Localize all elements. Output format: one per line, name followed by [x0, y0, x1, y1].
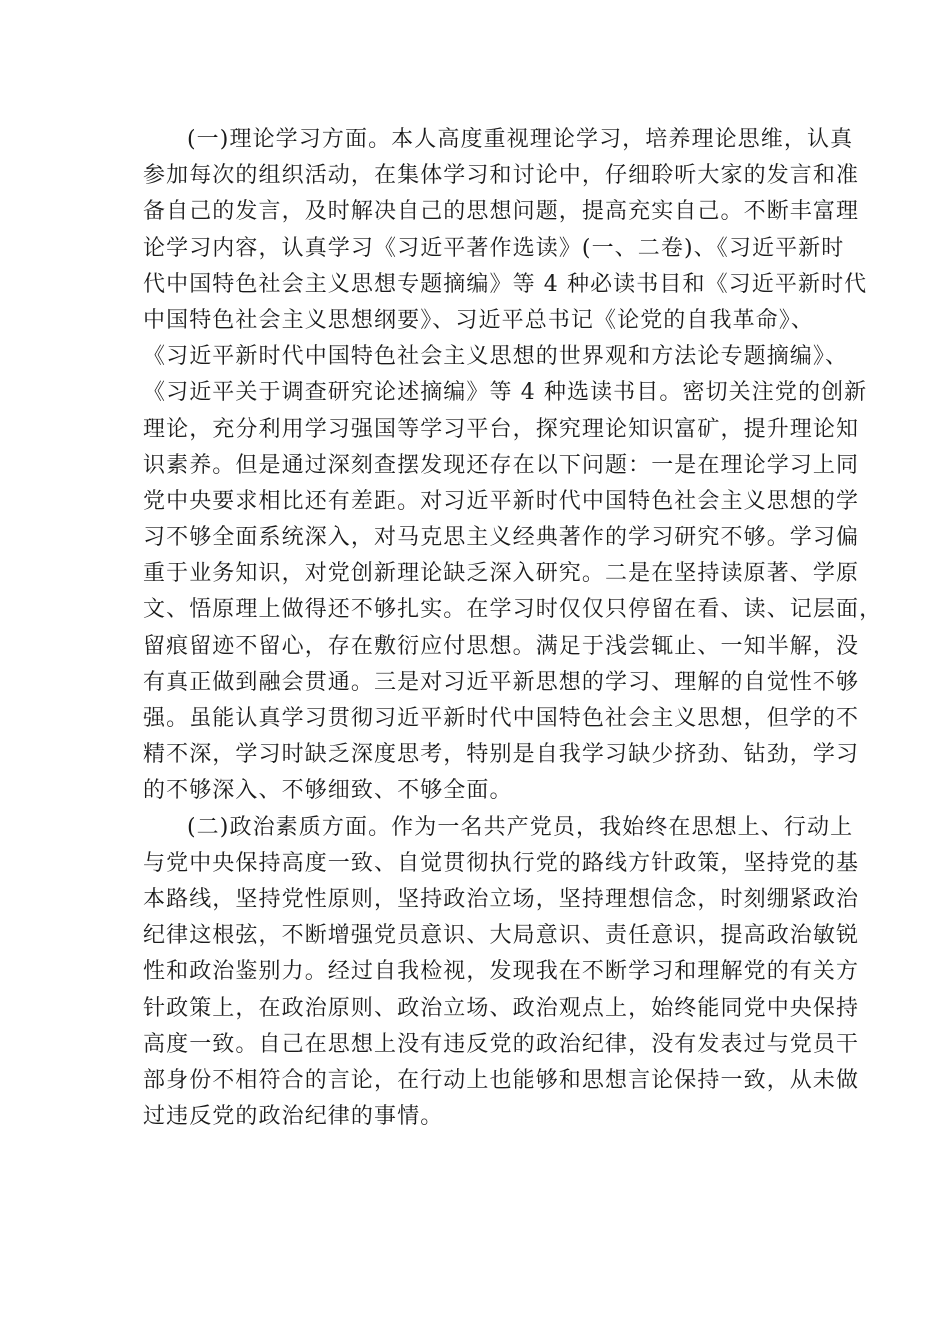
text-line: 过违反党的政治纪律的事情。 — [143, 1104, 444, 1130]
text-line: 性和政治鉴别力。经过自我检视，发现我在不断学习和理解党的有关方 — [143, 959, 860, 985]
text-line: 习不够全面系统深入，对马克思主义经典著作的学习研究不够。学习偏 — [143, 525, 860, 551]
document-body — [143, 122, 883, 1135]
text-line: 《习近平关于调查研究论述摘编》等 4 种选读书目。密切关注党的创新 — [143, 380, 868, 406]
text-line: 中国特色社会主义思想纲要》、习近平总书记《论党的自我革命》、 — [143, 307, 815, 333]
text-line: (一)理论学习方面。本人高度重视理论学习，培养理论思维，认真 — [187, 127, 854, 152]
text-line: 针政策上，在政治原则、政治立场、政治观点上，始终能同党中央保持 — [143, 995, 860, 1021]
text-line: 《习近平新时代中国特色社会主义思想的世界观和方法论专题摘编》、 — [143, 344, 849, 370]
paragraph-theory-study — [143, 122, 883, 810]
text-line: 参加每次的组织活动，在集体学习和讨论中，仔细聆听大家的发言和准 — [143, 163, 860, 189]
text-line: 的不够深入、不够细致、不够全面。 — [143, 778, 513, 804]
text-line: 留痕留迹不留心，存在敷衍应付思想。满足于浅尝辄止、一知半解，没 — [143, 633, 860, 659]
text-line: 党中央要求相比还有差距。对习近平新时代中国特色社会主义思想的学 — [143, 488, 860, 514]
text-line: 文、悟原理上做得还不够扎实。在学习时仅仅只停留在看、读、记层面， — [143, 597, 883, 623]
text-line: (二)政治素质方面。作为一名共产党员，我始终在思想上、行动上 — [187, 814, 854, 840]
text-line: 重于业务知识，对党创新理论缺乏深入研究。二是在坚持读原著、学原 — [143, 561, 860, 587]
text-line: 备自己的发言，及时解决自己的思想问题，提高充实自己。不断丰富理 — [143, 199, 860, 225]
text-line: 高度一致。自己在思想上没有违反党的政治纪律，没有发表过与党员干 — [143, 1031, 860, 1057]
paragraph-political-quality — [143, 810, 860, 1136]
text-line: 有真正做到融会贯通。三是对习近平新思想的学习、理解的自觉性不够 — [143, 669, 860, 695]
text-line: 强。虽能认真学习贯彻习近平新时代中国特色社会主义思想，但学的不 — [143, 706, 860, 731]
text-line: 精不深，学习时缺乏深度思考，特别是自我学习缺少挤劲、钻劲，学习 — [143, 742, 860, 768]
text-line: 识素养。但是通过深刻查摆发现还存在以下问题：一是在理论学习上同 — [143, 452, 860, 478]
text-line: 与党中央保持高度一致、自觉贯彻执行党的路线方针政策，坚持党的基 — [143, 850, 860, 876]
text-line: 部身份不相符合的言论，在行动上也能够和思想言论保持一致，从未做 — [143, 1067, 860, 1093]
text-line: 纪律这根弦，不断增强党员意识、大局意识、责任意识，提高政治敏锐 — [143, 923, 860, 949]
text-line: 论学习内容，认真学习《习近平著作选读》(一、二卷)、《习近平新时 — [143, 235, 845, 261]
text-line: 理论，充分利用学习强国等学习平台，探究理论知识富矿，提升理论知 — [143, 416, 860, 442]
text-line: 本路线，坚持党性原则，坚持政治立场，坚持理想信念，时刻绷紧政治 — [143, 886, 860, 912]
text-line: 代中国特色社会主义思想专题摘编》等 4 种必读书目和《习近平新时代 — [143, 271, 868, 297]
